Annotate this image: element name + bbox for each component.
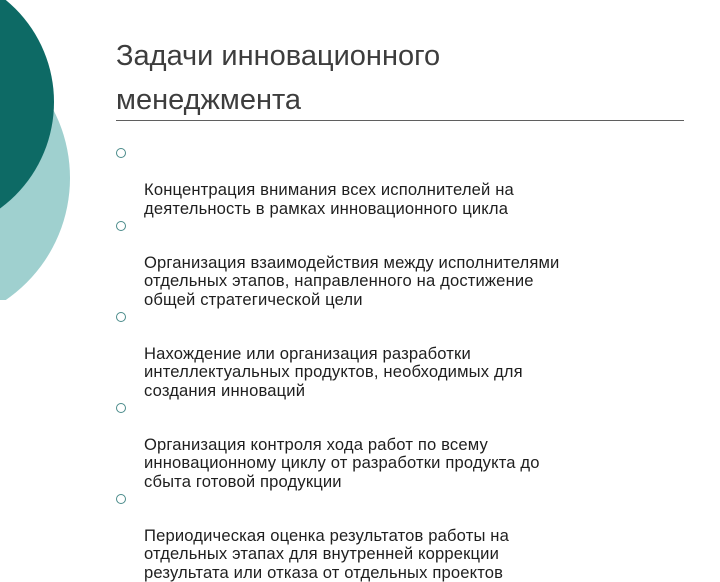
bullet-text: Нахождение или организация разработки интеллектуальных продуктов, необходимых для создания инноваций xyxy=(144,344,523,400)
hollow-circle-icon xyxy=(116,148,126,158)
decorative-circles xyxy=(0,0,110,300)
bullet-item xyxy=(116,309,686,400)
bullet-text: Концентрация внимания всех исполнителей на деятельность в рамках инновационного цикла xyxy=(144,180,514,218)
bullet-item xyxy=(116,491,686,582)
hollow-circle-icon xyxy=(116,403,126,413)
title-divider xyxy=(116,120,684,121)
bullet-text: Периодическая оценка результатов работы на отдельных этапах для внутренней коррекции результата или отказа от отдельных проектов xyxy=(144,526,509,582)
bullet-item xyxy=(116,218,686,309)
bullet-item xyxy=(116,145,686,218)
bullet-text: Организация контроля хода работ по всему инновационному циклу от разработки продукта до сбыта готовой продукции xyxy=(144,435,540,491)
hollow-circle-icon xyxy=(116,312,126,322)
slide-title: Задачи инновационного менеджмента xyxy=(116,40,441,116)
bullet-item xyxy=(116,400,686,491)
hollow-circle-icon xyxy=(116,494,126,504)
hollow-circle-icon xyxy=(116,221,126,231)
bullet-text: Организация взаимодействия между исполнителями отдельных этапов, направленного на достижение общей стратегической цели xyxy=(144,253,560,309)
bullet-list xyxy=(116,145,686,582)
